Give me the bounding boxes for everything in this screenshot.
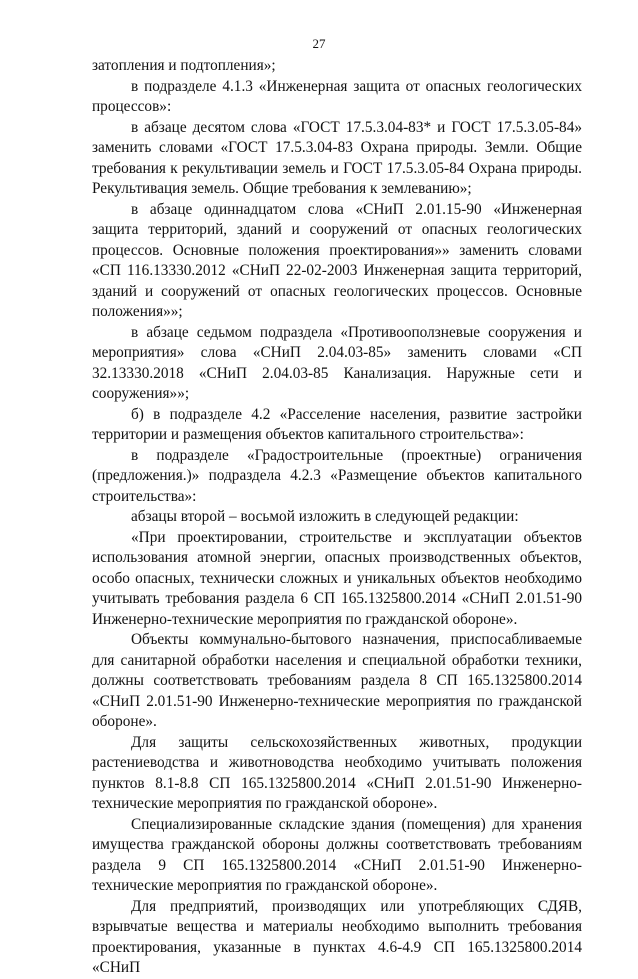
document-body bbox=[92, 56, 582, 979]
paragraph: Специализированные складские здания (помещения) для хранения имущества гражданской обороны должны соответствовать требованиям раздела 9 СП 165.1325800.2014 «СНиП 2.01.51-90 Инженерно-технические мероприятия по гражданской обороне». bbox=[92, 815, 582, 894]
paragraph: Для защиты сельскохозяйственных животных, продукции растениеводства и животноводства необходимо учитывать положения пунктов 8.1-8.8 СП 165.1325800.2014 «СНиП 2.01.51-90 Инженерно-технические мероприятия по гражданской обороне». bbox=[92, 733, 582, 812]
paragraph: в абзаце одиннадцатом слова «СНиП 2.01.15-90 «Инженерная защита территорий, зданий и сооружений от опасных геологических процессов. Основные положения проектирования»» заменить словами «СП 116.13330.2012 «СНиП 22-02-2003 Инженерная защита территорий, зданий и сооружений от опасных геологических процессов. Основные положения»»; bbox=[92, 200, 582, 320]
paragraph: б) в подразделе 4.2 «Расселение населения, развитие застройки территории и размещения объектов капитального строительства»: bbox=[92, 405, 582, 443]
paragraph: Объекты коммунально-бытового назначения, приспосабливаемые для санитарной обработки населения и специальной обработки техники, должны соответствовать требованиям раздела 8 СП 165.1325800.2014 «СНиП 2.01.51-90 Инженерно-технические мероприятия по гражданской обороне». bbox=[92, 631, 582, 730]
page-number: 27 bbox=[312, 36, 326, 51]
paragraph: Для предприятий, производящих или употребляющих СДЯВ, взрывчатые вещества и материалы необходимо выполнить требования проектирования, указанные в пунктах 4.6-4.9 СП 165.1325800.2014 «СНиП bbox=[92, 897, 582, 976]
paragraph: абзацы второй – восьмой изложить в следующей редакции: bbox=[131, 508, 519, 525]
paragraph: затопления и подтопления»; bbox=[92, 57, 276, 74]
paragraph: в подразделе 4.1.3 «Инженерная защита от опасных геологических процессов»: bbox=[92, 77, 582, 115]
paragraph: в подразделе «Градостроительные (проектные) ограничения (предложения.)» подраздела 4.2.3 «Размещение объектов капитального строительства»: bbox=[92, 446, 582, 505]
paragraph: в абзаце десятом слова «ГОСТ 17.5.3.04-83* и ГОСТ 17.5.3.05-84» заменить словами «ГОСТ 17.5.3.04-83 Охрана природы. Земли. Общие требования к рекультивации земель и ГОСТ 17.5.3.05-84 Охрана природы. Рекультивация земель. Общие требования к землеванию»; bbox=[92, 118, 582, 197]
paragraph: в абзаце седьмом подраздела «Противооползневые сооружения и мероприятия» слова «СНиП 2.04.03-85» заменить словами «СП 32.13330.2018 «СНиП 2.04.03-85 Канализация. Наружные сети и сооружения»»; bbox=[92, 323, 582, 402]
paragraph: «При проектировании, строительстве и эксплуатации объектов использования атомной энергии, опасных производственных объектов, особо опасных, технически сложных и уникальных объектов необходимо учитывать требования раздела 6 СП 165.1325800.2014 «СНиП 2.01.51-90 Инженерно-технические мероприятия по гражданской обороне». bbox=[92, 528, 582, 628]
